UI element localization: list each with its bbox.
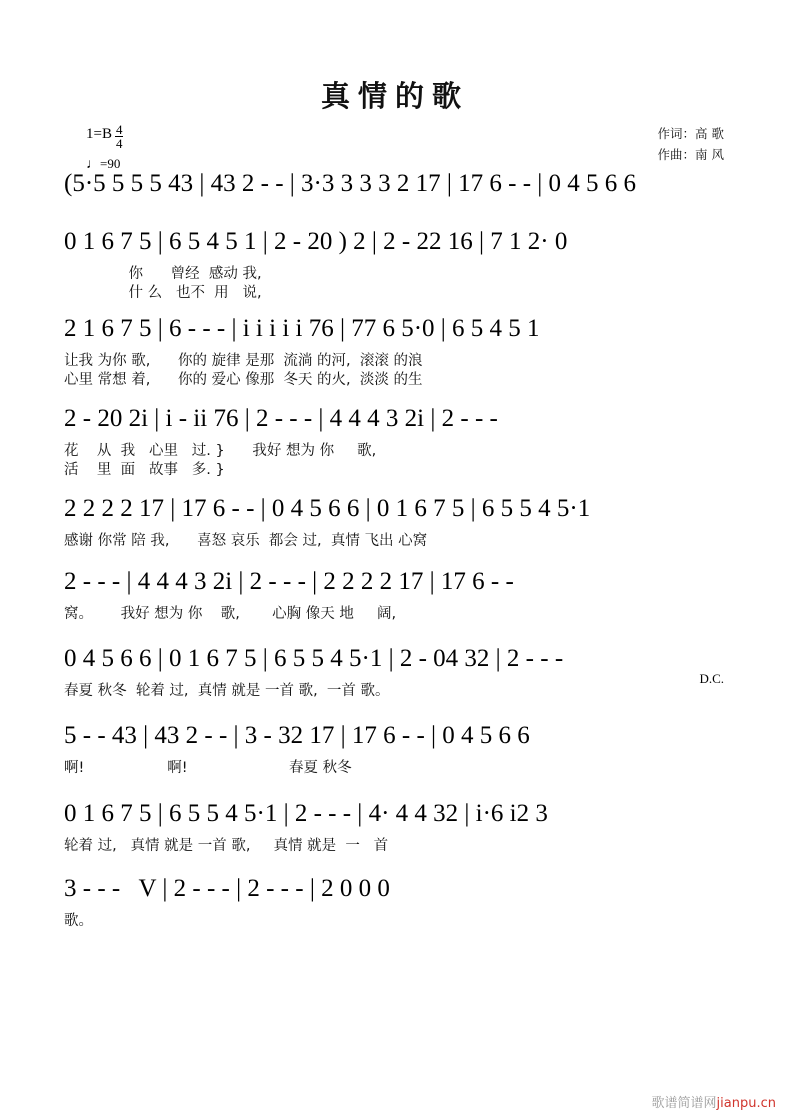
notes-row: 2 - 20 2i | i - ii 76 | 2 - - - | 4 4 4 3 2i | 2 - - - [64, 405, 498, 432]
music-system-4 [64, 405, 726, 480]
music-system-3 [64, 315, 726, 390]
music-system-2 [64, 228, 726, 303]
quarter-note-icon: ♩ [86, 157, 100, 172]
notes-row: 0 1 6 7 5 | 6 5 5 4 5·1 | 2 - - - | 4· 4 4 32 | i·6 i2 3 [64, 800, 548, 827]
credits-block [658, 124, 724, 165]
notes-row: 2 2 2 2 17 | 17 6 - - | 0 4 5 6 6 | 0 1 6 7 5 | 6 5 5 4 5·1 [64, 495, 591, 522]
notes-row: (5·5 5 5 5 43 | 43 2 - - | 3·3 3 3 3 2 17 | 17 6 - - | 0 4 5 6 6 [64, 170, 637, 197]
notes-row: 5 - - 43 | 43 2 - - | 3 - 32 17 | 17 6 - - | 0 4 5 6 6 [64, 722, 530, 749]
watermark [652, 1092, 776, 1111]
page-title: 真情的歌 [320, 79, 469, 113]
lyric-line-1: 你 曾经 感动 我, [64, 266, 262, 282]
time-signature-denominator: 4 [115, 136, 123, 151]
composer-credit: 作曲：南 风 [657, 146, 724, 162]
music-system-7 [64, 645, 726, 701]
music-system-5 [64, 495, 726, 551]
notes-row: 0 4 5 6 6 | 0 1 6 7 5 | 6 5 5 4 5·1 | 2 - 04 32 | 2 - - - [64, 645, 564, 672]
lyric-line-2: 心里 常想 着, 你的 爱心 像那 冬天 的火, 淡淡 的生 [64, 372, 423, 388]
lyric-line-1: 窝。 我好 想为 你 歌, 心胸 像天 地 阔, [64, 606, 397, 622]
lyricist-credit: 作词：高 歌 [657, 126, 724, 141]
time-signature-numerator: 4 [115, 122, 123, 137]
lyric-line-1: 让我 为你 歌, 你的 旋律 是那 流淌 的河, 滚滚 的浪 [64, 353, 423, 369]
dc-marking: D.C. [699, 671, 724, 686]
notes-row: 3 - - - V | 2 - - - | 2 - - - | 2 0 0 0 [64, 875, 390, 902]
lyric-line-2: 活 里 面 故事 多. } [64, 462, 225, 478]
lyric-line-1: 春夏 秋冬 轮着 过, 真情 就是 一首 歌, 一首 歌。 [64, 683, 390, 699]
lyric-line-1: 轮着 过, 真情 就是 一首 歌, 真情 就是 一 首 [64, 838, 389, 854]
lyric-line-1: 歌。 [64, 913, 93, 929]
music-system-8 [64, 722, 726, 778]
key-signature: 1=B [86, 126, 112, 142]
notes-row: 2 - - - | 4 4 4 3 2i | 2 - - - | 2 2 2 2 17 | 17 6 - - [64, 568, 514, 595]
lyric-line-1: 花 从 我 心里 过. } 我好 想为 你 歌, [64, 443, 377, 459]
lyric-line-2: 什 么 也不 用 说, [64, 285, 262, 301]
watermark-url: jianpu.cn [716, 1096, 776, 1111]
music-system-9 [64, 800, 726, 856]
key-tempo-block [86, 122, 123, 172]
notes-row: 2 1 6 7 5 | 6 - - - | i i i i i 76 | 77 6 5·0 | 6 5 4 5 1 [64, 315, 540, 342]
notes-row: 0 1 6 7 5 | 6 5 4 5 1 | 2 - 20 ) 2 | 2 - 22 16 | 7 1 2· 0 [64, 228, 568, 255]
lyric-line-1: 啊! 啊! 春夏 秋冬 [64, 760, 352, 776]
watermark-site-name: 歌谱简谱网 [651, 1096, 717, 1111]
lyric-line-1: 感谢 你常 陪 我, 喜怒 哀乐 都会 过, 真情 飞出 心窝 [64, 533, 428, 549]
music-system-10 [64, 875, 726, 931]
time-signature [115, 123, 124, 150]
music-system-1 [64, 170, 726, 204]
tempo-value: =90 [100, 156, 121, 171]
music-system-6 [64, 568, 726, 624]
